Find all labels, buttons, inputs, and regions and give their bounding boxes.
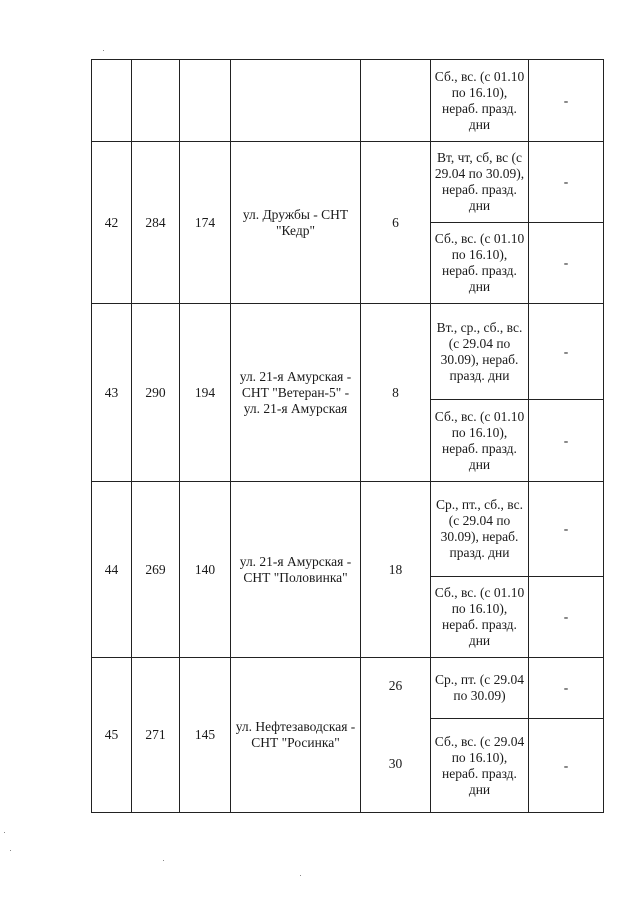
- route-length-cell: 140: [180, 482, 231, 658]
- note-cell: -: [529, 400, 604, 482]
- interval-cell: 6: [361, 142, 431, 304]
- note-cell: -: [529, 658, 604, 719]
- note-cell: -: [529, 482, 604, 577]
- route-code-cell: 269: [132, 482, 180, 658]
- table-row: [92, 60, 604, 142]
- operating-days-cell: Сб., вс. (с 01.10 по 16.10), нераб. празд. дни: [431, 577, 529, 658]
- table-row: [92, 304, 604, 400]
- table-row: [92, 482, 604, 577]
- route-number-cell: [92, 60, 132, 142]
- scan-speck: [300, 875, 301, 876]
- route-number-cell: 44: [92, 482, 132, 658]
- route-code-cell: 284: [132, 142, 180, 304]
- route-name-cell: ул. Нефтезаводская - СНТ "Росинка": [231, 658, 361, 813]
- operating-days-cell: Сб., вс. (с 01.10 по 16.10), нераб. празд. дни: [431, 60, 529, 142]
- operating-days-cell: Сб., вс. (с 01.10 по 16.10), нераб. празд. дни: [431, 223, 529, 304]
- note-cell: -: [529, 223, 604, 304]
- table-row: [92, 658, 604, 719]
- route-code-cell: 271: [132, 658, 180, 813]
- route-code-cell: 290: [132, 304, 180, 482]
- route-name-cell: [231, 60, 361, 142]
- interval-value: 26: [388, 678, 403, 693]
- route-schedule-table: [91, 59, 604, 813]
- operating-days-cell: Ср., пт., сб., вс. (с 29.04 по 30.09), нераб. празд. дни: [431, 482, 529, 577]
- operating-days-cell: Ср., пт. (с 29.04 по 30.09): [431, 658, 529, 719]
- route-length-cell: 145: [180, 658, 231, 813]
- operating-days-cell: Сб., вс. (с 01.10 по 16.10), нераб. празд. дни: [431, 400, 529, 482]
- route-name-cell: ул. 21-я Амурская - СНТ "Половинка": [231, 482, 361, 658]
- route-number-cell: 42: [92, 142, 132, 304]
- scan-speck: [103, 50, 104, 51]
- note-cell: -: [529, 304, 604, 400]
- route-number-cell: 43: [92, 304, 132, 482]
- interval-split-cell: [361, 658, 431, 813]
- route-number-cell: 45: [92, 658, 132, 813]
- interval-cell: 18: [361, 482, 431, 658]
- note-cell: -: [529, 577, 604, 658]
- scan-speck: [4, 832, 5, 833]
- scan-speck: [10, 850, 11, 851]
- note-cell: -: [529, 60, 604, 142]
- route-name-cell: ул. 21-я Амурская - СНТ "Ветеран-5" - ул. 21-я Амурская: [231, 304, 361, 482]
- route-code-cell: [132, 60, 180, 142]
- interval-cell: [361, 60, 431, 142]
- route-length-cell: [180, 60, 231, 142]
- route-length-cell: 194: [180, 304, 231, 482]
- operating-days-cell: Вт, чт, сб, вс (с 29.04 по 30.09), нераб. празд. дни: [431, 142, 529, 223]
- note-cell: -: [529, 719, 604, 813]
- operating-days-cell: Сб., вс. (с 29.04 по 16.10), нераб. празд. дни: [431, 719, 529, 813]
- table-row: [92, 142, 604, 223]
- interval-cell: 8: [361, 304, 431, 482]
- note-cell: -: [529, 142, 604, 223]
- route-name-cell: ул. Дружбы - СНТ "Кедр": [231, 142, 361, 304]
- interval-value: 30: [388, 756, 403, 771]
- route-length-cell: 174: [180, 142, 231, 304]
- scan-speck: [163, 860, 164, 861]
- operating-days-cell: Вт., ср., сб., вс. (с 29.04 по 30.09), нераб. празд. дни: [431, 304, 529, 400]
